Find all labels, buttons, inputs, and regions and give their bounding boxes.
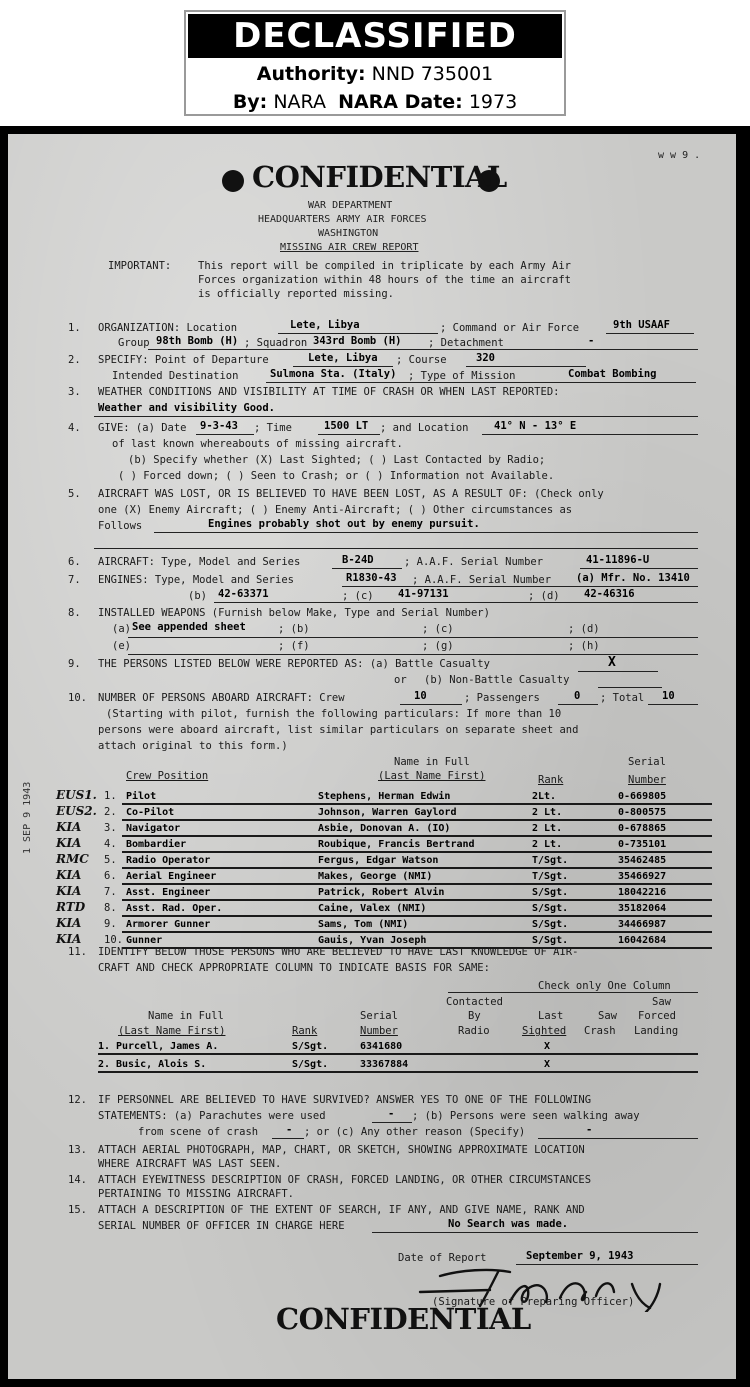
passenger-count: 0 — [574, 690, 581, 702]
crew-position: Co-Pilot — [126, 807, 175, 818]
item-13-number: 13. — [68, 1144, 87, 1156]
item-9-nonbattle: (b) Non-Battle Casualty — [424, 674, 570, 686]
crew-row-number: 5. — [104, 854, 117, 866]
witness-name: Purcell, James A. — [116, 1041, 219, 1052]
item-7-label: ENGINES: Type, Model and Series — [98, 574, 294, 586]
crew-header-rank: Rank — [538, 774, 564, 786]
item-11-line-2: CRAFT AND CHECK APPROPRIATE COLUMN TO INDICATE BASIS FOR SAME: — [98, 962, 490, 974]
casualty-code: RTD — [56, 900, 86, 914]
casualty-code: KIA — [56, 884, 82, 898]
by-label: By: — [232, 91, 268, 113]
item-10-line-3: persons were aboard aircraft, list similar particulars on separate sheet and — [98, 724, 579, 736]
city: WASHINGTON — [318, 228, 379, 239]
classification-bottom: CONFIDENTIAL — [276, 1302, 531, 1336]
crew-position: Radio Operator — [126, 855, 211, 866]
crew-position: Navigator — [126, 823, 181, 834]
item-12-line-3b: ; or (c) Any other reason (Specify) — [304, 1126, 526, 1138]
location-value: 41° N - 13° E — [494, 420, 577, 432]
nara-date-value: 1973 — [468, 91, 518, 113]
engine-b-label: (b) — [188, 590, 207, 602]
crew-rank: 2 Lt. — [532, 823, 563, 834]
casualty-code: EUS2. — [56, 804, 97, 818]
item-10-line-4: attach original to this form.) — [98, 740, 288, 752]
course-label: ; Course — [396, 354, 447, 366]
item-11-line-1: IDENTIFY BELOW THOSE PERSONS WHO ARE BELIEVED TO HAVE LAST KNOWLEDGE OF AIR- — [98, 946, 579, 958]
crew-name: Patrick, Robert Alvin — [318, 887, 445, 898]
engine-d-label: ; (d) — [528, 590, 560, 602]
crew-position: Gunner — [126, 935, 163, 946]
nara-date-label: NARA Date: — [338, 91, 463, 113]
s11-header-name-2: (Last Name First) — [118, 1025, 226, 1037]
engine-c-label: ; (c) — [342, 590, 374, 602]
important-line-2: Forces organization within 48 hours of the time an aircraft — [198, 274, 571, 286]
crew-rank: S/Sgt. — [532, 903, 569, 914]
course-value: 320 — [476, 352, 495, 364]
item-8-number: 8. — [68, 607, 81, 619]
crew-serial: 16042684 — [618, 935, 667, 946]
date-of-report-value: September 9, 1943 — [526, 1250, 634, 1262]
table-row — [122, 854, 712, 869]
engine-type: R1830-43 — [346, 572, 397, 584]
witness-row-number: 2. — [98, 1059, 111, 1070]
crew-position: Bombardier — [126, 839, 187, 850]
crew-row-number: 10. — [104, 934, 123, 946]
item-12-line-2b: ; (b) Persons were seen walking away — [412, 1110, 640, 1122]
location-label: ; and Location — [380, 422, 469, 434]
crew-row-number: 3. — [104, 822, 117, 834]
casualty-code: KIA — [56, 868, 82, 882]
crew-serial: 0-735101 — [618, 839, 667, 850]
punch-hole — [222, 170, 244, 192]
crew-position: Asst. Engineer — [126, 887, 211, 898]
crew-position: Asst. Rad. Oper. — [126, 903, 223, 914]
table-row — [122, 790, 712, 805]
col-contacted-2: By — [468, 1010, 481, 1022]
item-15-number: 15. — [68, 1204, 87, 1216]
crew-name: Gauis, Yvan Joseph — [318, 935, 427, 946]
crew-name: Fergus, Edgar Watson — [318, 855, 439, 866]
witness-serial: 33367884 — [360, 1059, 409, 1070]
document-page — [8, 134, 736, 1379]
other-reason-value: - — [586, 1124, 593, 1136]
stamp-by — [186, 88, 564, 116]
aircraft-serial: 41-11896-U — [586, 554, 650, 566]
table-row — [122, 918, 712, 933]
crew-name: Sams, Tom (NMI) — [318, 919, 409, 930]
witness-rank: S/Sgt. — [292, 1041, 329, 1052]
search-value: No Search was made. — [448, 1218, 569, 1230]
crew-rank: 2 Lt. — [532, 839, 563, 850]
item-12-line-2: STATEMENTS: (a) Parachutes were used — [98, 1110, 326, 1122]
crew-rank: S/Sgt. — [532, 887, 569, 898]
item-12-number: 12. — [68, 1094, 87, 1106]
casualty-code: EUS1. — [56, 788, 97, 802]
col-last-1: Last — [538, 1010, 564, 1022]
item-10-number: 10. — [68, 692, 87, 704]
casualty-code: RMC — [56, 852, 89, 866]
headquarters: HEADQUARTERS ARMY AIR FORCES — [258, 214, 427, 225]
crew-rank: 2 Lt. — [532, 807, 563, 818]
crew-serial: 35466927 — [618, 871, 667, 882]
org-location: Lete, Libya — [290, 319, 360, 331]
item-4-line-4: ( ) Forced down; ( ) Seen to Crash; or ( ) Information not Available. — [118, 470, 555, 482]
by-value: NARA — [273, 91, 326, 113]
crew-header-name-2: (Last Name First) — [378, 770, 486, 782]
weapon-g-label: ; (g) — [422, 640, 454, 652]
casualty-code: KIA — [56, 932, 82, 946]
parachutes-value: - — [388, 1108, 395, 1120]
declassified-stamp — [184, 10, 566, 116]
aircraft-serial-label: ; A.A.F. Serial Number — [404, 556, 544, 568]
engine-b: 42-63371 — [218, 588, 269, 600]
squadron-value: 343rd Bomb (H) — [313, 335, 402, 347]
casualty-code: KIA — [56, 820, 82, 834]
engine-a: (a) Mfr. No. 13410 — [576, 572, 690, 584]
destination-label: Intended Destination — [112, 370, 239, 382]
authority-value: NND 735001 — [371, 63, 494, 85]
crew-serial: 34466987 — [618, 919, 667, 930]
item-7-number: 7. — [68, 574, 81, 586]
item-14-line-1: ATTACH EYEWITNESS DESCRIPTION OF CRASH, FORCED LANDING, OR OTHER CIRCUMSTANCES — [98, 1174, 592, 1186]
item-3-number: 3. — [68, 386, 81, 398]
crew-serial: 0-669805 — [618, 791, 667, 802]
crew-serial: 35182064 — [618, 903, 667, 914]
time-value: 1500 LT — [324, 420, 369, 432]
important-line-3: is officially reported missing. — [198, 288, 394, 300]
table-row — [98, 1058, 698, 1073]
walking-value: - — [286, 1124, 293, 1136]
classification-top: CONFIDENTIAL — [252, 160, 507, 194]
crew-serial: 35462485 — [618, 855, 667, 866]
time-label: ; Time — [254, 422, 292, 434]
item-1-label: ORGANIZATION: Location — [98, 322, 238, 334]
group-label: Group — [118, 337, 150, 349]
item-4-line-3: (b) Specify whether (X) Last Sighted; ( ) Last Contacted by Radio; — [128, 454, 546, 466]
passengers-label: ; Passengers — [464, 692, 540, 704]
date-of-report-label: Date of Report — [398, 1252, 487, 1264]
item-12-line-1: IF PERSONNEL ARE BELIEVED TO HAVE SURVIVED? ANSWER YES TO ONE OF THE FOLLOWING — [98, 1094, 592, 1106]
report-title: MISSING AIR CREW REPORT — [280, 242, 419, 253]
crew-serial: 18042216 — [618, 887, 667, 898]
crew-name: Caine, Valex (NMI) — [318, 903, 427, 914]
weapon-e-label: (e) — [112, 640, 131, 652]
crew-rank: T/Sgt. — [532, 855, 569, 866]
crew-count: 10 — [414, 690, 427, 702]
mission-value: Combat Bombing — [568, 368, 657, 380]
last-sighted-mark: X — [544, 1041, 551, 1052]
col-saw-2: Crash — [584, 1025, 616, 1037]
item-11-number: 11. — [68, 946, 87, 958]
departure-value: Lete, Libya — [308, 352, 378, 364]
total-label: ; Total — [600, 692, 645, 704]
col-saw-1: Saw — [598, 1010, 617, 1022]
scanned-document — [0, 126, 750, 1387]
item-9-label: THE PERSONS LISTED BELOW WERE REPORTED AS: (a) Battle Casualty — [98, 658, 490, 670]
signature-caption: (Signature of Preparing Officer) — [432, 1296, 635, 1308]
table-row — [98, 1040, 698, 1055]
crew-position: Pilot — [126, 791, 157, 802]
table-row — [122, 870, 712, 885]
battle-casualty-check: X — [608, 655, 616, 670]
item-9-number: 9. — [68, 658, 81, 670]
table-row — [122, 838, 712, 853]
item-15-line-1: ATTACH A DESCRIPTION OF THE EXTENT OF SEARCH, IF ANY, AND GIVE NAME, RANK AND — [98, 1204, 585, 1216]
col-forced-1: Saw — [652, 996, 671, 1008]
crew-rank: S/Sgt. — [532, 935, 569, 946]
item-9-or: or — [394, 674, 407, 686]
stamp-authority — [186, 60, 564, 88]
crew-name: Stephens, Herman Edwin — [318, 791, 451, 802]
crew-name: Roubique, Francis Bertrand — [318, 839, 475, 850]
crew-row-number: 6. — [104, 870, 117, 882]
crew-rank: 2Lt. — [532, 791, 557, 802]
item-10-line-2: (Starting with pilot, furnish the following particulars: If more than 10 — [106, 708, 562, 720]
squadron-label: ; Squadron — [244, 337, 308, 349]
item-2-label: SPECIFY: Point of Departure — [98, 354, 269, 366]
detachment-label: ; Detachment — [428, 337, 504, 349]
item-14-line-2: PERTAINING TO MISSING AIRCRAFT. — [98, 1188, 294, 1200]
cause-value: Engines probably shot out by enemy pursuit. — [208, 518, 480, 530]
crew-row-number: 7. — [104, 886, 117, 898]
item-5-line-2: one (X) Enemy Aircraft; ( ) Enemy Anti-Aircraft; ( ) Other circumstances as — [98, 504, 573, 516]
item-14-number: 14. — [68, 1174, 87, 1186]
item-6-label: AIRCRAFT: Type, Model and Series — [98, 556, 301, 568]
total-count: 10 — [662, 690, 675, 702]
table-row — [122, 886, 712, 901]
s11-header-serial-1: Serial — [360, 1010, 398, 1022]
important-line-1: This report will be compiled in triplicate by each Army Air — [198, 260, 571, 272]
crew-serial: 0-800575 — [618, 807, 667, 818]
weapon-a-value: See appended sheet — [132, 621, 246, 633]
item-1-number: 1. — [68, 322, 81, 334]
weapon-h-label: ; (h) — [568, 640, 600, 652]
witness-rank: S/Sgt. — [292, 1059, 329, 1070]
item-13-line-2: WHERE AIRCRAFT WAS LAST SEEN. — [98, 1158, 282, 1170]
casualty-code: KIA — [56, 836, 82, 850]
command-label: ; Command or Air Force — [440, 322, 580, 334]
crew-row-number: 8. — [104, 902, 117, 914]
witness-name: Busic, Alois S. — [116, 1059, 207, 1070]
s11-header-rank: Rank — [292, 1025, 318, 1037]
side-date-stamp: 1 SEP 9 1943 — [22, 781, 33, 854]
weapon-a-label: (a) — [112, 623, 131, 635]
crew-rank: S/Sgt. — [532, 919, 569, 930]
check-only-label: Check only One Column — [538, 980, 671, 992]
date-value: 9-3-43 — [200, 420, 238, 432]
s11-header-name-1: Name in Full — [148, 1010, 224, 1022]
crew-header-serial-1: Serial — [628, 756, 666, 768]
department: WAR DEPARTMENT — [308, 200, 393, 211]
crew-header-serial-2: Number — [628, 774, 666, 786]
witness-row-number: 1. — [98, 1041, 111, 1052]
weapon-d-label: ; (d) — [568, 623, 600, 635]
authority-label: Authority: — [256, 63, 366, 85]
item-13-line-1: ATTACH AERIAL PHOTOGRAPH, MAP, CHART, OR SKETCH, SHOWING APPROXIMATE LOCATION — [98, 1144, 585, 1156]
item-5-line-3: Follows — [98, 520, 143, 532]
col-forced-3: Landing — [634, 1025, 679, 1037]
item-6-number: 6. — [68, 556, 81, 568]
stamp-title: DECLASSIFIED — [188, 14, 562, 58]
crew-header-position: Crew Position — [126, 770, 209, 782]
table-row — [122, 822, 712, 837]
crew-rank: T/Sgt. — [532, 871, 569, 882]
crew-name: Asbie, Donovan A. (IO) — [318, 823, 451, 834]
casualty-code: KIA — [56, 916, 82, 930]
table-row — [122, 806, 712, 821]
weather-value: Weather and visibility Good. — [98, 402, 276, 414]
destination-value: Sulmona Sta. (Italy) — [270, 368, 397, 380]
crew-row-number: 2. — [104, 806, 117, 818]
item-3-label: WEATHER CONDITIONS AND VISIBILITY AT TIME OF CRASH OR WHEN LAST REPORTED: — [98, 386, 560, 398]
weapon-c-label: ; (c) — [422, 623, 454, 635]
item-5-line-1: AIRCRAFT WAS LOST, OR IS BELIEVED TO HAVE BEEN LOST, AS A RESULT OF: (Check only — [98, 488, 604, 500]
item-5-number: 5. — [68, 488, 81, 500]
weapon-b-label: ; (b) — [278, 623, 310, 635]
aircraft-type: B-24D — [342, 554, 374, 566]
detachment-value: - — [588, 335, 595, 347]
item-2-number: 2. — [68, 354, 81, 366]
engine-d: 42-46316 — [584, 588, 635, 600]
item-8-label: INSTALLED WEAPONS (Furnish below Make, Type and Serial Number) — [98, 607, 490, 619]
crew-position: Armorer Gunner — [126, 919, 211, 930]
crew-header-name-1: Name in Full — [394, 756, 470, 768]
col-contacted-1: Contacted — [446, 996, 503, 1008]
mission-label: ; Type of Mission — [408, 370, 516, 382]
col-forced-2: Forced — [638, 1010, 676, 1022]
engine-serial-label: ; A.A.F. Serial Number — [412, 574, 552, 586]
crew-serial: 0-678865 — [618, 823, 667, 834]
item-4-label: GIVE: (a) Date — [98, 422, 187, 434]
last-sighted-mark: X — [544, 1059, 551, 1070]
crew-name: Makes, George (NMI) — [318, 871, 433, 882]
table-row — [122, 902, 712, 917]
weapon-f-label: ; (f) — [278, 640, 310, 652]
group-value: 98th Bomb (H) — [156, 335, 239, 347]
crew-row-number: 9. — [104, 918, 117, 930]
witness-serial: 6341680 — [360, 1041, 403, 1052]
crew-position: Aerial Engineer — [126, 871, 217, 882]
s11-header-serial-2: Number — [360, 1025, 398, 1037]
item-4-line-2: of last known whereabouts of missing aircraft. — [112, 438, 403, 450]
item-15-line-2: SERIAL NUMBER OF OFFICER IN CHARGE HERE — [98, 1220, 345, 1232]
crew-name: Johnson, Warren Gaylord — [318, 807, 457, 818]
item-12-line-3: from scene of crash — [138, 1126, 259, 1138]
important-label: IMPORTANT: — [108, 260, 172, 272]
col-contacted-3: Radio — [458, 1025, 490, 1037]
item-10-label: NUMBER OF PERSONS ABOARD AIRCRAFT: Crew — [98, 692, 345, 704]
corner-mark: w w 9 . — [658, 150, 701, 161]
crew-row-number: 4. — [104, 838, 117, 850]
command-value: 9th USAAF — [613, 319, 670, 331]
crew-row-number: 1. — [104, 790, 117, 802]
col-last-2: Sighted — [522, 1025, 567, 1037]
engine-c: 41-97131 — [398, 588, 449, 600]
item-4-number: 4. — [68, 422, 81, 434]
